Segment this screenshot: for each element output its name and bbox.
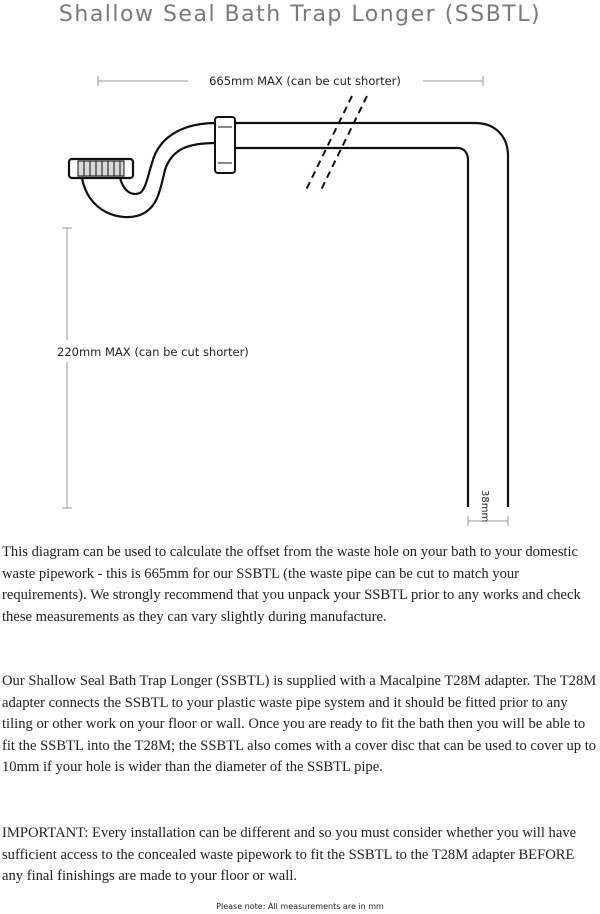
paragraph-adapter: Our Shallow Seal Bath Trap Longer (SSBTL) is supplied with a Macalpine T28M adapter. The T28M adapter connects the SSBTL to your plastic waste pipe system and it should be fitted prior to any tiling or other work on your floor or wall. Once you are ready to fit the bath then you will be able to fit the SSBTL into the T28M; the SSBTL also comes with a cover disc that can be used to cover up to 10mm if your hole is wider than the diameter of the SSBTL pipe. [2,673,597,775]
cut-marks [306,96,367,190]
coupling-nut [215,117,235,173]
horizontal-dimension-label: 665mm MAX (can be cut shorter) [209,74,401,88]
vertical-dimension [62,228,72,508]
waste-fitting [69,159,133,178]
waste-pipe [235,123,508,507]
vertical-dimension-label: 220mm MAX (can be cut shorter) [57,345,249,359]
page-title: Shallow Seal Bath Trap Longer (SSBTL) [58,2,542,27]
paragraph-offset: This diagram can be used to calculate the offset from the waste hole on your bath to your domestic waste pipework - this is 665mm for our SSBTL (the waste pipe can be cut to match your requirements). We strongly recommend that you unpack your SSBTL prior to any works and check these measurements as they can vary slightly during manufacture. [2,544,581,625]
pipe-diameter-label: 38mm [479,490,490,523]
paragraph-important: IMPORTANT: Every installation can be different and so you must consider whether you will have sufficient access to the concealed waste pipework to fit the SSBTL to the T28M adapter BEFORE any final finishings are made to your floor or wall. [2,825,577,884]
measurement-note: Please note: All measurements are in mm [216,902,384,911]
